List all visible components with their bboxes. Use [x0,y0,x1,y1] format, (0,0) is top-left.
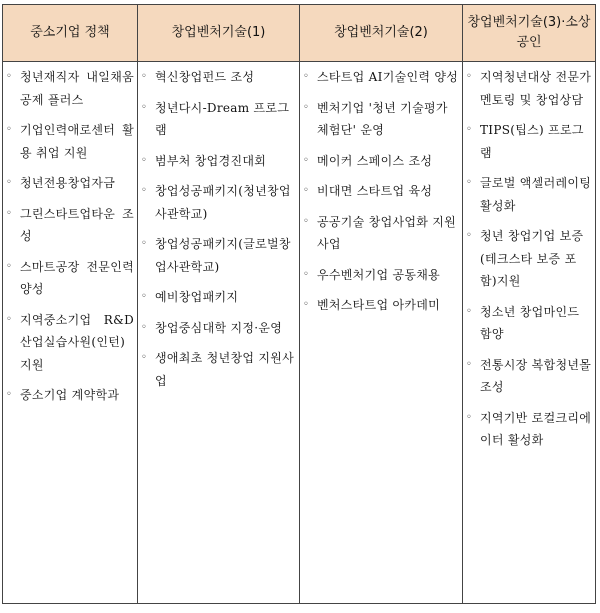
policy-table [2,4,596,604]
list-item [141,347,296,392]
list-item [303,211,459,256]
list-item-text: 비대면 스타트업 육성 [317,184,433,198]
list-item-text: 스마트공장 전문인력 양성 [20,259,134,296]
column-sme-policy [3,62,138,604]
column-startup-tech-1 [138,62,300,604]
list-item [303,66,459,89]
list-item [6,66,134,111]
list-item-text: 청년재직자 내일채움공제 플러스 [20,70,134,107]
header-startup-tech-1: 창업벤처기술(1) [138,5,300,62]
bullet-icon: ◦ [466,305,473,317]
bullet-icon: ◦ [466,411,473,423]
bullet-icon: ◦ [303,215,310,227]
list-item [466,172,592,217]
bullet-icon: ◦ [466,230,473,241]
list-item-text: 스타트업 AI기술인력 양성 [317,70,459,84]
bullet-icon: ◦ [303,101,310,113]
list-item-text: 전통시장 복합청년몰 조성 [480,357,592,394]
list-item-text: 공공기술 창업사업화 지원사업 [317,214,457,251]
list-item-text: 청소년 창업마인드 함양 [480,304,580,341]
bullet-icon: ◦ [141,291,148,302]
list-item-text: 벤처기업 '청년 기술평가체험단' 운영 [317,100,448,137]
list-item-text: 그린스타트업타운 조성 [20,206,134,243]
list-item [6,119,134,164]
bullet-icon: ◦ [6,207,13,219]
list-item-text: 기업인력애로센터 활용 취업 지원 [20,123,134,160]
list-item-text: 청년 창업기업 보증(테크스타 보증 포함)지원 [480,229,584,288]
list-item-text: 지역기반 로컬크리에이터 활성화 [480,410,592,447]
list-item [303,97,459,142]
bullet-icon: ◦ [6,177,13,188]
bullet-icon: ◦ [466,358,473,370]
list-item [141,66,296,89]
list-item-text: 생애최초 청년창업 지원사업 [155,351,295,388]
list-item-text: 지역청년대상 전문가 멘토링 및 창업상담 [480,70,592,107]
list-startup-tech-2 [300,62,462,317]
bullet-icon: ◦ [466,71,473,82]
bullet-icon: ◦ [6,313,13,325]
bullet-icon: ◦ [6,71,13,82]
list-item-text: 청년다시-Dream 프로그램 [155,100,290,137]
list-item [6,256,134,301]
bullet-icon: ◦ [303,154,310,166]
bullet-icon: ◦ [141,101,148,113]
list-item [6,203,134,248]
list-item [303,294,459,317]
bullet-icon: ◦ [303,71,310,82]
list-item [466,301,592,346]
bullet-icon: ◦ [141,321,148,333]
list-item [6,309,134,377]
list-item-text: 지역중소기업 R&D 산업실습사원(인턴)지원 [20,312,134,372]
list-item [303,150,459,173]
list-item-text: TIPS(팁스) 프로그램 [480,123,584,160]
list-item [6,384,134,407]
list-item-text: 중소기업 계약학과 [20,388,120,402]
list-startup-tech-3 [463,62,595,452]
list-item [141,150,296,173]
list-item [141,317,296,340]
list-item-text: 우수벤처기업 공동채용 [317,267,441,282]
list-item [303,180,459,203]
header-sme-policy: 중소기업 정책 [3,5,138,62]
list-item [141,233,296,278]
bullet-icon: ◦ [466,124,473,135]
bullet-icon: ◦ [141,154,148,166]
column-startup-tech-3 [463,62,596,604]
list-startup-tech-1 [138,62,299,392]
list-item [303,264,459,287]
list-item-text: 창업성공패키지(글로벌창업사관학교) [155,237,291,274]
list-item [466,354,592,399]
bullet-icon: ◦ [141,71,148,82]
list-item-text: 창업중심대학 지정·운영 [155,320,283,335]
list-item-text: 창업성공패키지(청년창업사관학교) [155,184,291,221]
content-row [3,62,596,604]
list-item [466,407,592,452]
bullet-icon: ◦ [6,124,13,135]
list-item [466,119,592,164]
bullet-icon: ◦ [466,177,473,188]
bullet-icon: ◦ [141,185,148,196]
list-item-text: 벤처스타트업 아카데미 [317,298,441,312]
list-item [141,286,296,309]
list-item [141,180,296,225]
bullet-icon: ◦ [141,238,148,249]
header-startup-tech-3: 창업벤처기술(3)·소상공인 [463,5,596,62]
column-startup-tech-2 [300,62,463,604]
list-item-text: 글로벌 액셀러레이팅 활성화 [480,176,592,213]
list-item-text: 범부처 창업경진대회 [155,153,267,168]
bullet-icon: ◦ [141,352,148,363]
bullet-icon: ◦ [6,389,13,400]
bullet-icon: ◦ [6,260,13,272]
bullet-icon: ◦ [303,299,310,310]
list-item [6,172,134,195]
list-item [141,97,296,142]
header-startup-tech-2: 창업벤처기술(2) [300,5,463,62]
list-sme-policy [3,62,137,407]
list-item-text: 청년전용창업자금 [20,176,116,190]
header-row [3,5,596,62]
list-item [466,225,592,293]
bullet-icon: ◦ [303,268,310,280]
list-item-text: 예비창업패키지 [155,290,239,304]
list-item-text: 혁신창업펀드 조성 [155,70,255,84]
list-item-text: 메이커 스페이스 조성 [317,153,433,168]
bullet-icon: ◦ [303,185,310,196]
list-item [466,66,592,111]
